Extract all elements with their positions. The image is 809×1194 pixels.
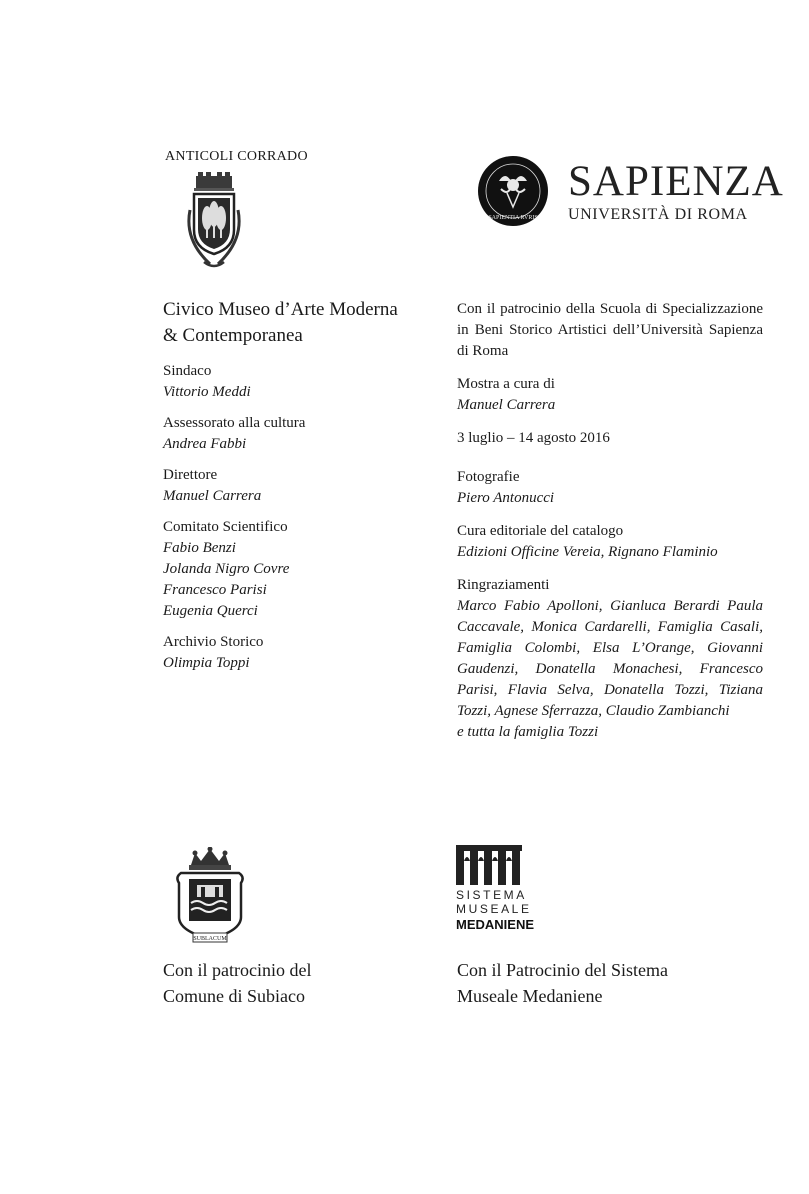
staff-entry [163, 465, 433, 507]
sapienza-seal-icon [477, 155, 549, 227]
staff-person: Olimpia Toppi [163, 655, 250, 671]
staff-person: Francesco Parisi [163, 582, 267, 598]
crest-ribbon-text: SUBLACUM [193, 936, 227, 942]
university-name: SAPIENZA [568, 158, 784, 205]
staff-person: Vittorio Meddi [163, 384, 251, 400]
exhibition-dates: 3 luglio – 14 agosto 2016 [457, 430, 610, 446]
museum-title-line1: Civico Museo d’Arte Moderna [163, 299, 398, 320]
subiaco-caption-line1: Con il patrocinio del [163, 960, 312, 980]
photo-label: Fotografie [457, 469, 520, 485]
staff-entry [163, 361, 433, 403]
exhibition-credits-column [457, 299, 763, 755]
patronage-text: Con il patrocinio della Scuola di Specializzazione in Beni Storico Artistici dell’Università Sapienza di Roma [457, 301, 763, 359]
photographer-name: Piero Antonucci [457, 490, 555, 506]
sistema-caption-line2: Museale Medaniene [457, 986, 603, 1006]
staff-person: Manuel Carrera [163, 488, 262, 504]
museum-title-line2: & Contemporanea [163, 325, 303, 346]
logo-line-sistema: SISTEMA [456, 888, 527, 902]
logo-line-museale: MUSEALE [456, 902, 532, 916]
subiaco-patronage-caption [163, 957, 311, 1009]
staff-person: Eugenia Querci [163, 603, 258, 619]
photo-block [457, 467, 763, 509]
staff-entry [163, 413, 433, 455]
curator-name: Manuel Carrera [457, 397, 556, 413]
staff-role: Assessorato alla cultura [163, 415, 306, 431]
sistema-museale-logo-icon [456, 843, 546, 935]
thanks-names: Marco Fabio Apolloni, Gianluca Berardi Paula Caccavale, Monica Cardarelli, Famiglia Casali, Famiglia Colombi, Elsa L’Orange, Giovanni Gaudenzi, Donatella Monachesi, Francesco Parisi, Flavia Selva, Donatella Tozzi, Tiziana Tozzi, Agnese Sferrazza, Claudio Zambianchi [457, 598, 763, 719]
staff-role: Archivio Storico [163, 634, 264, 650]
staff-person: Andrea Fabbi [163, 436, 247, 452]
staff-role: Sindaco [163, 363, 212, 379]
seal-motto: SAPIENTIA RVRIS [488, 215, 538, 221]
subiaco-crest-icon [171, 847, 249, 947]
thanks-family: e tutta la famiglia Tozzi [457, 724, 599, 740]
staff-person: Fabio Benzi [163, 540, 236, 556]
staff-role: Comitato Scientifico [163, 519, 288, 535]
thanks-label: Ringraziamenti [457, 577, 550, 593]
curator-block [457, 374, 763, 416]
sistema-caption-line1: Con il Patrocinio del Sistema [457, 960, 668, 980]
curator-label: Mostra a cura di [457, 376, 555, 392]
editorial-label: Cura editoriale del catalogo [457, 523, 624, 539]
anticoli-crest-icon [180, 170, 248, 272]
editorial-name: Edizioni Officine Vereia, Rignano Flaminio [457, 544, 718, 560]
staff-entry [163, 517, 433, 622]
staff-entry [163, 632, 433, 674]
subiaco-caption-line2: Comune di Subiaco [163, 986, 305, 1006]
staff-role: Direttore [163, 467, 218, 483]
museum-title [163, 297, 433, 349]
editorial-block [457, 521, 763, 563]
thanks-block [457, 575, 763, 743]
logo-line-medaniene: MEDANIENE [456, 917, 535, 932]
museum-staff-column [163, 297, 433, 684]
town-name: ANTICOLI CORRADO [165, 149, 308, 164]
university-subtitle: UNIVERSITÀ DI ROMA [568, 206, 748, 223]
sistema-patronage-caption [457, 957, 668, 1009]
staff-person: Jolanda Nigro Covre [163, 561, 290, 577]
